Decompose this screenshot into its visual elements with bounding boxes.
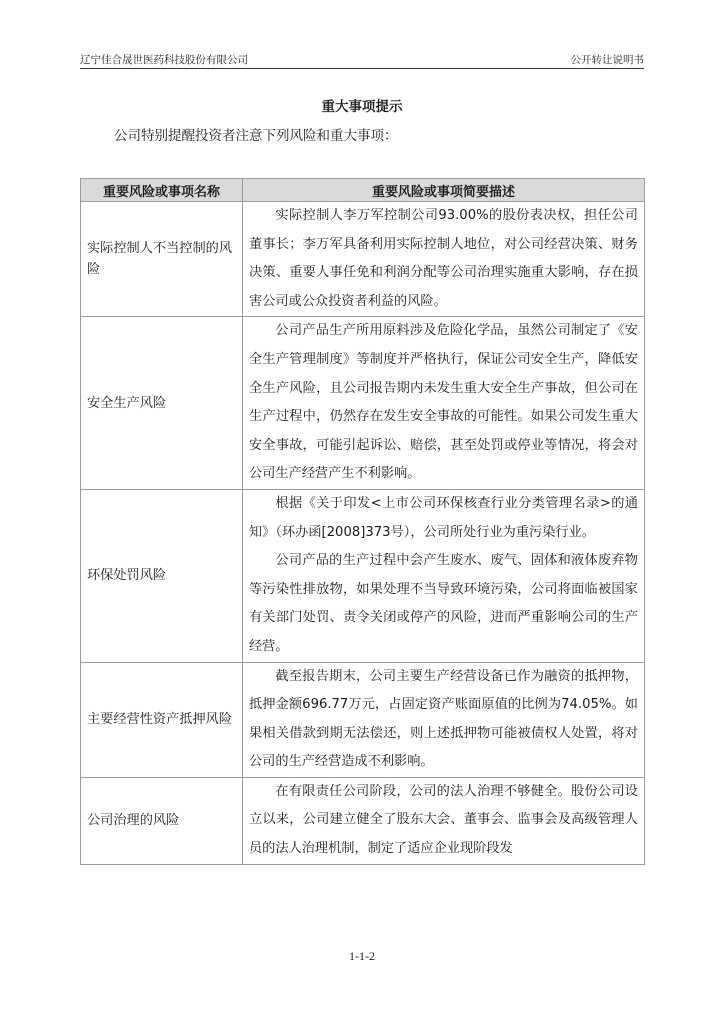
- intro-text: 公司特别提醒投资者注意下列风险和重大事项：: [114, 128, 398, 144]
- description-paragraph: 公司产品生产所用原料涉及危险化学品，虽然公司制定了《安全生产管理制度》等制度并严格执行，保证公司安全生产，降低安全生产风险，且公司报告期内未发生重大安全生产事故，但公司在生产过程中，仍然存在发生安全事故的可能性。如果公司发生重大安全事故，可能引起诉讼、赔偿，甚至处罚或停业等情况，将会对公司生产经营产生不利影响。: [249, 323, 638, 482]
- description-paragraph: 截至报告期末，公司主要生产经营设备已作为融资的抵押物，抵押金额696.77万元，占固定资产账面原值的比例为74.05%。如果相关借款到期无法偿还，则上述抵押物可能被债权人处置，将对公司的生产经营造成不利影响。: [249, 668, 638, 770]
- risk-description: [243, 202, 645, 317]
- table-row: [81, 662, 645, 777]
- table-row: [81, 489, 645, 662]
- risk-name: 公司治理的风险: [81, 777, 243, 864]
- section-title: 重大事项提示: [321, 99, 403, 115]
- page-header: [80, 50, 644, 69]
- risk-description: [243, 777, 645, 864]
- description-paragraph: 在有限责任公司阶段，公司的法人治理不够健全。股份公司设立以来，公司建立健全了股东大会、董事会、监事会及高级管理人员的法人治理机制，制定了适应企业现阶段发: [249, 783, 638, 857]
- header-document-type: 公开转让说明书: [570, 54, 644, 66]
- description-paragraph: 根据《关于印发<上市公司环保核查行业分类管理名录>的通知》（环办函[2008]373号），公司所处行业为重污染行业。: [249, 495, 638, 540]
- risk-name: 环保处罚风险: [81, 489, 243, 662]
- description-paragraph: 公司产品的生产过程中会产生废水、废气、固体和液体废弃物等污染性排放物，如果处理不当导致环境污染，公司将面临被国家有关部门处罚、责令关闭或停产的风险，进而严重影响公司的生产经营。: [249, 553, 638, 654]
- description-paragraph: 实际控制人李万军控制公司93.00%的股份表决权，担任公司董事长；李万军具备利用实际控制人地位，对公司经营决策、财务决策、重要人事任免和利润分配等公司治理实施重大影响，存在损害公司或公众投资者利益的风险。: [249, 208, 638, 309]
- table-header-row: [81, 179, 645, 202]
- table-row: [81, 777, 645, 864]
- column-header-name: 重要风险或事项名称: [81, 179, 243, 202]
- column-header-description: 重要风险或事项简要描述: [243, 179, 645, 202]
- header-company-name: 辽宁佳合晟世医药科技股份有限公司: [80, 54, 248, 66]
- risk-table: [80, 178, 645, 865]
- risk-name: 主要经营性资产抵押风险: [81, 662, 243, 777]
- risk-description: [243, 489, 645, 662]
- risk-name: 实际控制人不当控制的风险: [81, 202, 243, 317]
- risk-name: 安全生产风险: [81, 317, 243, 490]
- risk-description: [243, 317, 645, 490]
- risk-description: [243, 662, 645, 777]
- table-row: [81, 317, 645, 490]
- table-row: [81, 202, 645, 317]
- page-number: 1-1-2: [349, 949, 375, 963]
